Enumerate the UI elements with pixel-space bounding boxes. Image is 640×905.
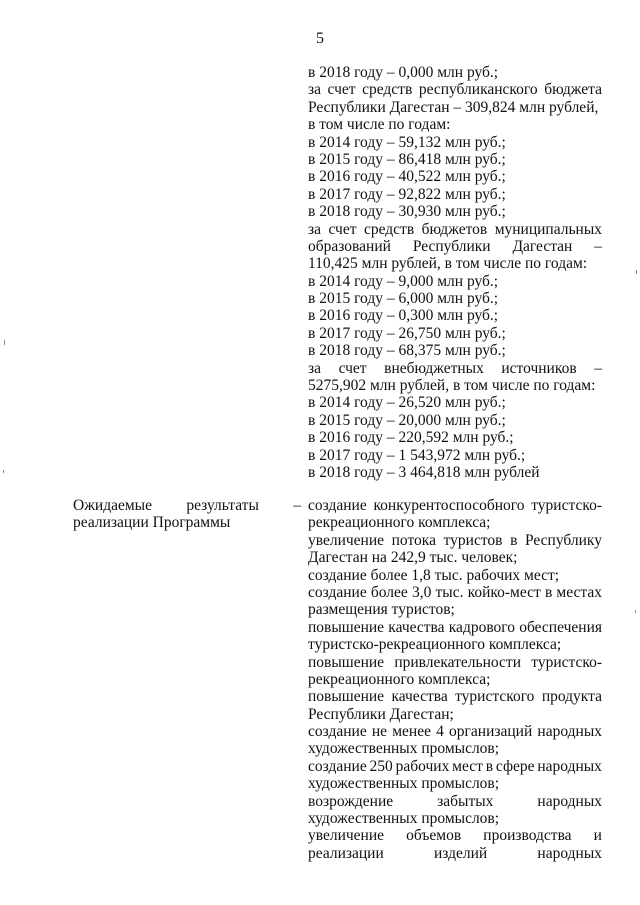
financing-line: в 2018 году – 68,375 млн руб.; xyxy=(308,342,506,360)
word: повышение xyxy=(308,618,385,636)
word: и xyxy=(593,827,602,845)
word: Ожидаемые xyxy=(73,497,152,514)
results-label-line xyxy=(73,497,301,514)
results-line xyxy=(308,688,602,705)
word: объемов xyxy=(406,827,462,845)
results-line xyxy=(308,619,602,636)
word: туристского xyxy=(455,688,535,706)
word: повышение xyxy=(308,688,385,706)
word: образований xyxy=(308,237,391,255)
word: качества xyxy=(391,688,448,706)
results-line xyxy=(308,827,602,844)
word: за xyxy=(308,81,322,99)
financing-line: в 2016 году – 220,592 млн руб.; xyxy=(308,429,514,447)
financing-line: в 2017 году – 1 543,972 млн руб.; xyxy=(308,446,526,464)
word: привлекательности xyxy=(394,653,521,671)
word: народных xyxy=(537,757,602,775)
word: потока xyxy=(391,531,436,549)
word: 4 xyxy=(436,723,444,741)
financing-line xyxy=(308,221,602,238)
word: конкурентоспособного xyxy=(373,497,525,514)
word: туристско- xyxy=(531,497,602,514)
word: создание xyxy=(308,497,367,514)
word: сфере xyxy=(495,757,535,775)
word: туристов xyxy=(443,531,503,549)
results-line: художественных промыслов; xyxy=(308,810,500,828)
word: результаты xyxy=(186,497,259,514)
word: народных xyxy=(537,844,602,862)
word: увеличение xyxy=(308,531,385,549)
word: продукта xyxy=(541,688,602,706)
financing-line: 5275,902 млн рублей, в том числе по годам: xyxy=(308,377,596,395)
financing-line: в 2017 году – 26,750 млн руб.; xyxy=(308,324,506,342)
financing-line: в том числе по годам: xyxy=(308,116,451,134)
word: производства xyxy=(483,827,572,845)
word: – xyxy=(594,359,602,377)
word: внебюджетных xyxy=(384,359,484,377)
financing-line: в 2014 году – 26,520 млн руб.; xyxy=(308,394,506,412)
financing-line xyxy=(308,238,602,255)
word: за xyxy=(308,220,322,238)
financing-line: Республики Дагестан – 309,824 млн рублей, xyxy=(308,98,599,116)
word: возрождение xyxy=(308,792,394,810)
financing-line: в 2017 году – 92,822 млн руб.; xyxy=(308,185,506,203)
word: Республики xyxy=(412,237,491,255)
financing-line: 110,425 млн рублей, в том числе по годам: xyxy=(308,255,588,273)
word: в xyxy=(510,531,518,549)
results-line: размещения туристов; xyxy=(308,601,455,619)
word: местах xyxy=(556,583,602,601)
results-line xyxy=(308,793,602,810)
financing-line: в 2014 году – 59,132 млн руб.; xyxy=(308,133,506,151)
results-line xyxy=(308,532,602,549)
word: увеличение xyxy=(308,827,385,845)
word: 3,0 xyxy=(411,583,432,601)
word: повышение xyxy=(308,653,385,671)
financing-line xyxy=(308,360,602,377)
financing-line: в 2015 году – 20,000 млн руб.; xyxy=(308,411,506,429)
financing-line: в 2016 году – 40,522 млн руб.; xyxy=(308,168,506,186)
word: туристско- xyxy=(531,653,602,671)
word: создание xyxy=(308,583,367,601)
results-line: создание более 1,8 тыс. рабочих мест; xyxy=(308,566,560,584)
results-line: рекреационного комплекса; xyxy=(308,514,491,532)
results-line xyxy=(308,845,602,862)
word: счет xyxy=(338,359,367,377)
page-number: 5 xyxy=(316,30,324,47)
results-line: Дагестан на 242,9 тыс. человек; xyxy=(308,549,518,567)
word: организаций xyxy=(449,723,533,741)
scan-speck xyxy=(636,270,637,274)
financing-line xyxy=(308,81,602,98)
word: менее xyxy=(392,723,431,741)
results-line: туристско-рекреационного комплекса; xyxy=(308,636,562,654)
word: – xyxy=(594,237,602,255)
financing-line: в 2015 году – 6,000 млн руб.; xyxy=(308,290,499,308)
word: создание xyxy=(308,757,367,775)
word: Республику xyxy=(524,531,602,549)
word: качества xyxy=(388,618,445,636)
word: за xyxy=(308,359,322,377)
word: муниципальных xyxy=(494,220,602,238)
financing-line: в 2018 году – 0,000 млн руб.; xyxy=(308,64,499,81)
scan-speck xyxy=(3,470,4,473)
results-line xyxy=(308,758,602,775)
word: изделий xyxy=(433,844,488,862)
word: не xyxy=(371,723,388,741)
results-label-line: реализации Программы xyxy=(73,514,231,532)
results-block xyxy=(308,497,602,862)
word: бюджета xyxy=(544,81,602,99)
word: мест xyxy=(452,757,483,775)
word: обеспечения xyxy=(519,618,602,636)
results-line: художественных промыслов; xyxy=(308,740,500,758)
word: источников xyxy=(501,359,577,377)
results-line xyxy=(308,654,602,671)
word: 250 xyxy=(369,757,393,775)
word: – xyxy=(293,497,301,514)
financing-line: в 2018 году – 30,930 млн руб.; xyxy=(308,203,506,221)
results-line: художественных промыслов; xyxy=(308,775,500,793)
results-line: рекреационного комплекса; xyxy=(308,670,491,688)
word: кадрового xyxy=(448,618,516,636)
word: создание xyxy=(308,723,367,741)
financing-line: в 2018 году – 3 464,818 млн рублей xyxy=(308,463,540,481)
word: бюджетов xyxy=(421,220,488,238)
word: в xyxy=(485,757,494,775)
scan-speck xyxy=(4,340,5,345)
results-line xyxy=(308,584,602,601)
results-line xyxy=(308,723,602,740)
word: реализации xyxy=(308,844,384,862)
scan-speck xyxy=(635,610,636,613)
word: средств xyxy=(362,81,413,99)
financing-line: в 2014 году – 9,000 млн руб.; xyxy=(308,272,499,290)
word: в xyxy=(544,583,553,601)
word: койко-мест xyxy=(467,583,541,601)
word: республиканского xyxy=(418,81,538,99)
results-label xyxy=(73,497,301,532)
financing-line: в 2015 году – 86,418 млн руб.; xyxy=(308,150,506,168)
word: Дагестан xyxy=(512,237,573,255)
word: тыс. xyxy=(435,583,464,601)
word: народных xyxy=(537,723,602,741)
word: счет xyxy=(328,220,357,238)
word: счет xyxy=(327,81,356,99)
word: народных xyxy=(537,792,602,810)
results-line xyxy=(308,497,602,514)
financing-block xyxy=(308,64,602,481)
word: средств xyxy=(363,220,415,238)
word: рабочих xyxy=(395,757,450,775)
word: более xyxy=(370,583,408,601)
financing-line: в 2016 году – 0,300 млн руб.; xyxy=(308,307,499,325)
word: забытых xyxy=(437,792,494,810)
results-line: Республики Дагестан; xyxy=(308,705,454,723)
